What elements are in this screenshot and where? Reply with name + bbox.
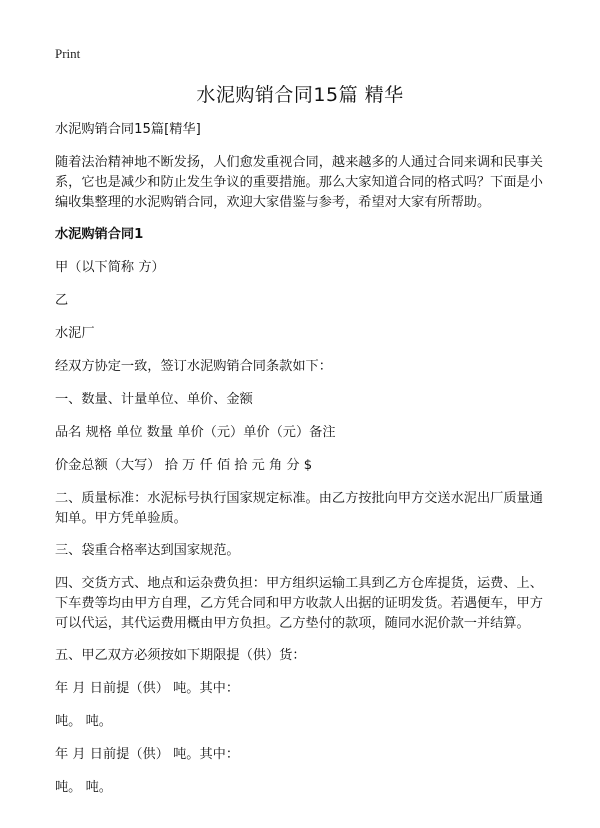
clause-2-paragraph: 二、质量标准：水泥标号执行国家规定标准。由乙方按批向甲方交送水泥出厂质量通知单。甲方凭单验质。 [55, 491, 543, 526]
clause-3-line: 三、袋重合格率达到国家规范。 [55, 543, 240, 558]
print-link[interactable]: Print [55, 46, 81, 61]
clause-4-paragraph: 四、交货方式、地点和运杂费负担：甲方组织运输工具到乙方仓库提货，运费、上、下车费等均由甲方自理，乙方凭合同和甲方收款人出据的证明发货。若遇便车，甲方可以代运，其代运费用概由甲方负担。乙方垫付的款项，随同水泥价款一并结算。 [55, 576, 543, 631]
delivery-date-line-1: 年 月 日前提（供） 吨。其中： [55, 681, 240, 696]
document-subtitle: 水泥购销合同15篇[精华] [55, 122, 201, 137]
party-b-line: 乙 [55, 293, 69, 308]
agreement-line: 经双方协定一致，签订水泥购销合同条款如下： [55, 359, 332, 374]
product-columns-line: 品名 规格 单位 数量 单价（元）单价（元）备注 [55, 425, 336, 440]
page-title: 水泥购销合同15篇 精华 [196, 84, 404, 106]
party-a-line: 甲（以下简称 方） [55, 260, 165, 275]
clause-1-heading: 一、数量、计量单位、单价、金额 [55, 392, 253, 407]
factory-line: 水泥厂 [55, 326, 95, 341]
clause-5-line: 五、甲乙双方必须按如下期限提（供）货： [55, 648, 306, 663]
total-amount-line: 价金总额（大写） 拾 万 仟 佰 拾 元 角 分 $ [55, 458, 313, 473]
tons-line-2: 吨。 吨。 [55, 780, 112, 795]
intro-paragraph: 随着法治精神地不断发扬，人们愈发重视合同，越来越多的人通过合同来调和民事关系，它也是减少和防止发生争议的重要措施。那么大家知道合同的格式吗？下面是小编收集整理的水泥购销合同，欢迎大家借鉴与参考，希望对大家有所帮助。 [55, 155, 543, 210]
section-heading: 水泥购销合同1 [55, 227, 144, 242]
delivery-date-line-2: 年 月 日前提（供） 吨。其中： [55, 747, 240, 762]
tons-line-1: 吨。 吨。 [55, 714, 112, 729]
document-body [55, 120, 555, 811]
